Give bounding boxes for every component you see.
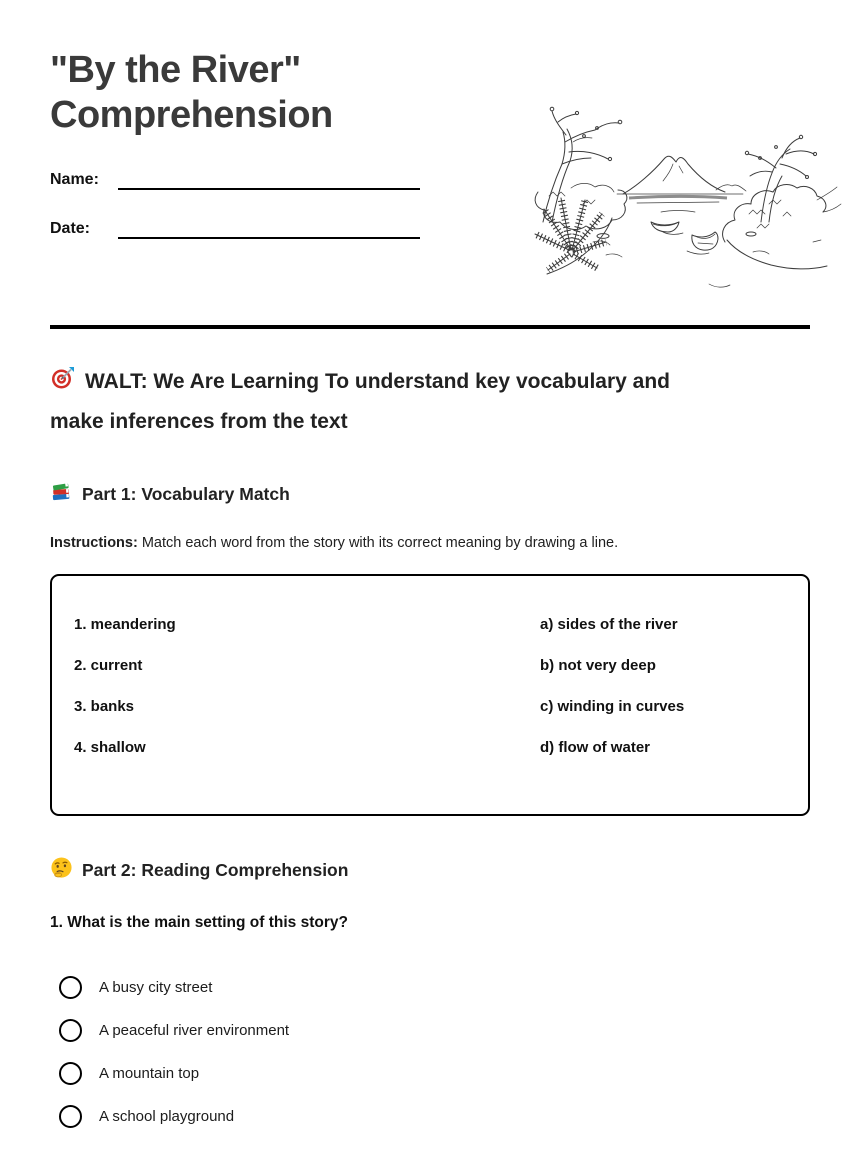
page-title-line2: Comprehension xyxy=(50,94,333,136)
option-label: A mountain top xyxy=(99,1064,200,1082)
radio-button[interactable] xyxy=(59,1105,82,1128)
river-water xyxy=(617,194,743,212)
instructions-label: Instructions: xyxy=(50,535,138,551)
option-row xyxy=(59,1104,810,1128)
river-scene-illustration xyxy=(513,92,843,302)
part1-heading xyxy=(50,480,810,508)
radio-button[interactable] xyxy=(59,976,82,999)
question-1-options xyxy=(50,975,810,1128)
instructions-text: Match each word from the story with its correct meaning by drawing a line. xyxy=(141,535,619,551)
option-label: A peaceful river environment xyxy=(99,1021,290,1039)
match-definition: d) flow of water xyxy=(540,739,650,756)
radio-button[interactable] xyxy=(59,1062,82,1085)
match-definition: a) sides of the river xyxy=(540,616,678,633)
mountain xyxy=(623,156,746,194)
rowboat xyxy=(687,232,718,254)
fern-cluster xyxy=(535,198,606,270)
name-input-line[interactable] xyxy=(118,168,420,190)
match-definition: c) winding in curves xyxy=(540,698,685,715)
option-row xyxy=(59,975,810,999)
option-label: A school playground xyxy=(99,1107,235,1125)
walt-text-line2: make inferences from the text xyxy=(50,410,348,433)
match-definitions-column xyxy=(540,616,684,814)
date-input-line[interactable] xyxy=(118,217,420,239)
thinking-face-icon xyxy=(50,856,73,884)
right-shore xyxy=(709,232,827,287)
match-word: 2. current xyxy=(74,657,143,674)
part2-heading xyxy=(50,856,810,884)
part1-instructions xyxy=(50,535,810,551)
books-icon xyxy=(50,480,73,508)
name-field-row xyxy=(50,168,420,190)
option-row xyxy=(59,1018,810,1042)
walt-heading xyxy=(50,363,810,440)
walt-text-line1: WALT: We Are Learning To understand key vocabulary and xyxy=(85,370,670,393)
vocabulary-match-box xyxy=(50,574,810,816)
page-title-line1: "By the River" xyxy=(50,49,301,91)
right-bush xyxy=(723,185,841,242)
part1-heading-text: Part 1: Vocabulary Match xyxy=(82,483,290,504)
part2-heading-text: Part 2: Reading Comprehension xyxy=(82,859,349,880)
question-1: 1. What is the main setting of this story? xyxy=(50,914,348,931)
radio-button[interactable] xyxy=(59,1019,82,1042)
match-word: 1. meandering xyxy=(74,616,176,633)
option-label: A busy city street xyxy=(99,978,213,996)
match-words-column xyxy=(74,616,540,814)
option-row xyxy=(59,1061,810,1085)
match-word: 3. banks xyxy=(74,698,135,715)
match-word: 4. shallow xyxy=(74,739,146,756)
horizontal-rule xyxy=(50,325,810,329)
date-field-row xyxy=(50,217,420,239)
canoe xyxy=(651,222,683,234)
match-definition: b) not very deep xyxy=(540,657,656,674)
dart-target-icon xyxy=(50,365,76,403)
name-label: Name: xyxy=(50,171,99,188)
date-label: Date: xyxy=(50,220,91,237)
right-tree xyxy=(745,135,816,222)
